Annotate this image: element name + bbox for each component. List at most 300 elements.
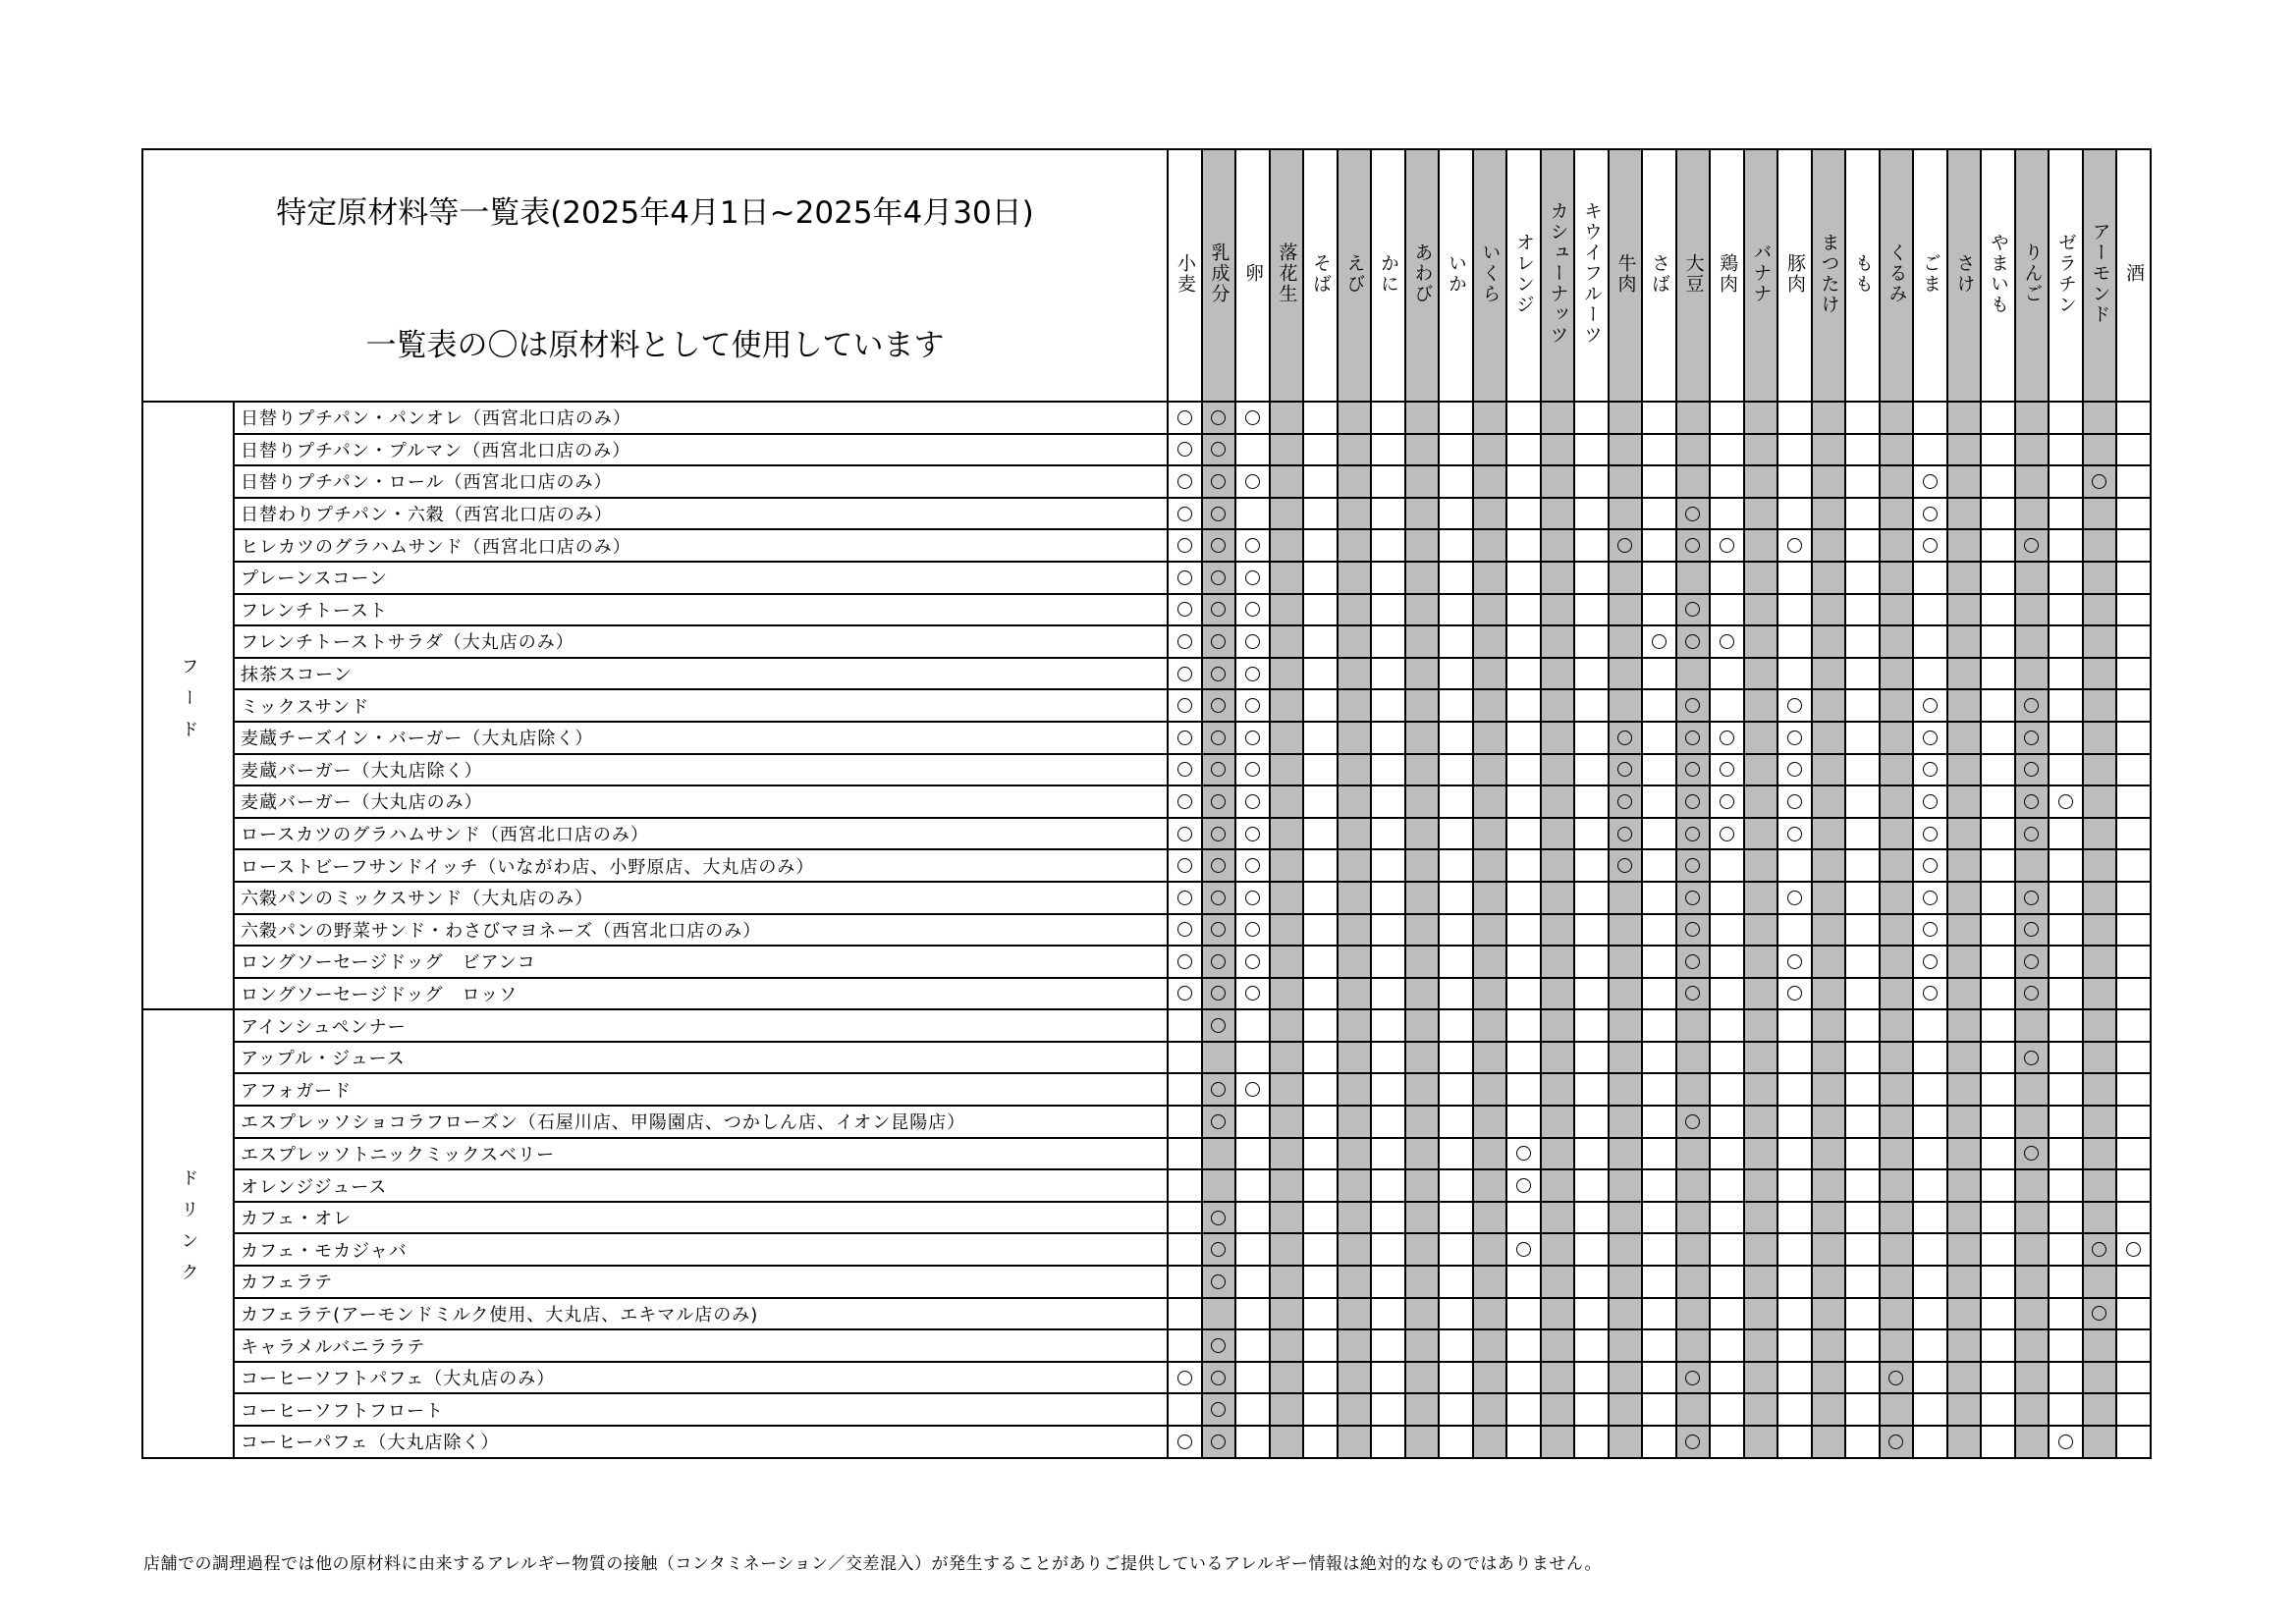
allergen-cell (2015, 818, 2050, 850)
allergen-cell (1845, 1426, 1880, 1458)
circle-mark-icon (2058, 1435, 2073, 1449)
allergen-cell (1845, 529, 1880, 562)
circle-mark-icon (1685, 634, 1700, 649)
allergen-cell (1439, 402, 1473, 434)
allergen-cell (1574, 722, 1609, 754)
allergen-cell (1574, 1106, 1609, 1138)
allergen-cell (1202, 1362, 1236, 1394)
allergen-cell (1812, 689, 1846, 722)
group-label: フード (178, 656, 199, 751)
allergen-cell (1574, 1233, 1609, 1266)
allergen-cell (1270, 914, 1304, 947)
allergen-cell (1845, 625, 1880, 658)
circle-mark-icon (1787, 762, 1802, 777)
allergen-header (1710, 149, 1744, 402)
allergen-cell (1845, 1298, 1880, 1330)
allergen-cell (1947, 1426, 1982, 1458)
allergen-cell (2015, 1169, 2050, 1202)
circle-mark-icon (1245, 667, 1260, 681)
allergen-cell (1777, 914, 1812, 947)
allergen-cell (1235, 849, 1270, 882)
circle-mark-icon (1177, 538, 1192, 553)
allergen-cell (1270, 754, 1304, 786)
allergen-header (1642, 149, 1676, 402)
allergen-header (1506, 149, 1541, 402)
allergen-cell (1845, 1202, 1880, 1234)
allergen-cell (1812, 562, 1846, 594)
allergen-cell (1506, 658, 1541, 690)
allergen-cell (1270, 818, 1304, 850)
allergen-cell (1439, 1329, 1473, 1362)
allergen-cell (1338, 1009, 1372, 1042)
allergen-cell (1473, 882, 1507, 914)
allergen-cell (1303, 529, 1338, 562)
allergen-cell (1574, 402, 1609, 434)
allergen-cell (1506, 689, 1541, 722)
circle-mark-icon (1685, 1114, 1700, 1129)
allergen-cell (1303, 1169, 1338, 1202)
allergen-cell (1777, 1009, 1812, 1042)
allergen-cell (1812, 594, 1846, 626)
allergen-cell (2083, 1169, 2117, 1202)
circle-mark-icon (1923, 954, 1938, 969)
allergen-cell (1710, 1329, 1744, 1362)
allergen-cell (1609, 818, 1643, 850)
allergen-cell (1777, 1042, 1812, 1074)
allergen-cell (1744, 498, 1778, 530)
allergen-cell (1913, 1009, 1947, 1042)
allergen-cell (1405, 689, 1440, 722)
table-row (142, 849, 2151, 882)
allergen-cell (2049, 1042, 2083, 1074)
allergen-cell (1845, 882, 1880, 914)
allergen-cell (1880, 402, 1914, 434)
allergen-cell (1913, 1202, 1947, 1234)
allergen-cell (1710, 402, 1744, 434)
item-name: コーヒーソフトフロート (234, 1393, 1168, 1426)
allergen-cell (1880, 689, 1914, 722)
allergen-cell (1981, 1426, 2015, 1458)
allergen-cell (1303, 465, 1338, 498)
allergen-cell (1609, 625, 1643, 658)
allergen-cell (1812, 1009, 1846, 1042)
allergen-label: りんご (2021, 243, 2044, 304)
circle-mark-icon (1211, 1435, 1226, 1449)
allergen-cell (1777, 1393, 1812, 1426)
circle-mark-icon (1245, 891, 1260, 905)
allergen-cell (2083, 1073, 2117, 1106)
allergen-cell (1202, 625, 1236, 658)
allergen-cell (1371, 1329, 1405, 1362)
allergen-cell (1270, 1138, 1304, 1170)
allergen-cell (1235, 498, 1270, 530)
allergen-cell (1744, 1329, 1778, 1362)
allergen-cell (2049, 1426, 2083, 1458)
allergen-cell (1981, 1266, 2015, 1298)
allergen-cell (1744, 1169, 1778, 1202)
circle-mark-icon (1617, 538, 1632, 553)
allergen-cell (1235, 818, 1270, 850)
allergen-cell (1710, 1233, 1744, 1266)
allergen-cell (2015, 882, 2050, 914)
allergen-header (1744, 149, 1778, 402)
allergen-label: 鶏肉 (1717, 252, 1738, 295)
allergen-cell (1880, 658, 1914, 690)
allergen-cell (1202, 562, 1236, 594)
allergen-cell (1845, 754, 1880, 786)
circle-mark-icon (1177, 667, 1192, 681)
allergen-cell (2049, 594, 2083, 626)
allergen-cell (1947, 978, 1982, 1010)
allergen-cell (1338, 849, 1372, 882)
allergen-cell (2015, 1042, 2050, 1074)
allergen-cell (1609, 754, 1643, 786)
circle-mark-icon (1177, 602, 1192, 617)
circle-mark-icon (1177, 954, 1192, 969)
allergen-cell (1473, 1266, 1507, 1298)
circle-mark-icon (1245, 954, 1260, 969)
allergen-cell (1676, 818, 1711, 850)
allergen-cell (1913, 1266, 1947, 1298)
allergen-cell (1439, 1138, 1473, 1170)
allergen-cell (1168, 1393, 1202, 1426)
allergen-cell (1777, 849, 1812, 882)
allergen-cell (1473, 402, 1507, 434)
table-row (142, 1266, 2151, 1298)
allergen-cell (2083, 722, 2117, 754)
circle-mark-icon (1685, 507, 1700, 521)
table-row (142, 1202, 2151, 1234)
allergen-cell (1845, 978, 1880, 1010)
allergen-cell (2015, 689, 2050, 722)
allergen-cell (1981, 434, 2015, 466)
item-name: フレンチトースト (234, 594, 1168, 626)
allergen-cell (1777, 529, 1812, 562)
allergen-cell (1913, 722, 1947, 754)
allergen-header (2116, 149, 2151, 402)
circle-mark-icon (1923, 794, 1938, 809)
allergen-cell (1947, 1169, 1982, 1202)
allergen-cell (1913, 562, 1947, 594)
allergen-cell (1506, 625, 1541, 658)
allergen-cell (1303, 978, 1338, 1010)
allergen-cell (1845, 1106, 1880, 1138)
allergen-cell (1541, 849, 1575, 882)
allergen-header (1202, 149, 1236, 402)
allergen-header (1981, 149, 2015, 402)
allergen-cell (1609, 722, 1643, 754)
allergen-cell (2049, 722, 2083, 754)
allergen-cell (2049, 562, 2083, 594)
allergen-cell (2083, 1393, 2117, 1426)
allergen-cell (1710, 785, 1744, 818)
allergen-cell (2049, 1009, 2083, 1042)
allergen-cell (1777, 1106, 1812, 1138)
circle-mark-icon (1888, 1371, 1903, 1385)
allergen-cell (1981, 1329, 2015, 1362)
allergen-cell (1574, 689, 1609, 722)
allergen-cell (2116, 818, 2151, 850)
allergen-cell (1880, 1233, 1914, 1266)
allergen-label: さけ (1953, 252, 1976, 295)
allergen-cell (1710, 818, 1744, 850)
allergen-cell (2015, 465, 2050, 498)
allergen-cell (1812, 1073, 1846, 1106)
allergen-cell (1676, 978, 1711, 1010)
allergen-cell (1642, 1329, 1676, 1362)
allergen-cell (1202, 658, 1236, 690)
allergen-cell (1405, 914, 1440, 947)
allergen-cell (1609, 1298, 1643, 1330)
circle-mark-icon (1245, 922, 1260, 937)
allergen-cell (1541, 946, 1575, 978)
circle-mark-icon (1685, 922, 1700, 937)
circle-mark-icon (1245, 858, 1260, 873)
allergen-cell (1947, 689, 1982, 722)
allergen-cell (1812, 1106, 1846, 1138)
allergen-cell (1303, 849, 1338, 882)
allergen-cell (1473, 785, 1507, 818)
circle-mark-icon (1923, 698, 1938, 713)
circle-mark-icon (1787, 794, 1802, 809)
allergen-cell (1777, 722, 1812, 754)
allergen-cell (1777, 754, 1812, 786)
allergen-cell (1913, 1393, 1947, 1426)
allergen-cell (2083, 849, 2117, 882)
allergen-cell (1235, 1393, 1270, 1426)
allergen-cell (1812, 529, 1846, 562)
allergen-cell (2083, 402, 2117, 434)
allergen-cell (1913, 1233, 1947, 1266)
allergen-cell (2083, 1106, 2117, 1138)
allergen-cell (1609, 1233, 1643, 1266)
allergen-cell (1744, 1362, 1778, 1394)
allergen-cell (1812, 465, 1846, 498)
allergen-cell (1202, 849, 1236, 882)
allergen-cell (1506, 434, 1541, 466)
allergen-cell (1710, 914, 1744, 947)
allergen-cell (1439, 1009, 1473, 1042)
allergen-cell (1710, 1073, 1744, 1106)
table-row (142, 1042, 2151, 1074)
item-name: エスプレッソトニックミックスベリー (234, 1138, 1168, 1170)
allergen-cell (1913, 529, 1947, 562)
allergen-cell (1473, 978, 1507, 1010)
circle-mark-icon (1787, 538, 1802, 553)
allergen-label: かに (1378, 252, 1399, 295)
allergen-cell (1202, 1298, 1236, 1330)
allergen-cell (1744, 402, 1778, 434)
allergen-cell (1845, 1138, 1880, 1170)
item-name: キャラメルバニララテ (234, 1329, 1168, 1362)
allergen-cell (1609, 1106, 1643, 1138)
allergen-cell (2049, 1073, 2083, 1106)
allergen-cell (1473, 849, 1507, 882)
allergen-cell (1981, 562, 2015, 594)
allergen-cell (2116, 914, 2151, 947)
circle-mark-icon (1211, 762, 1226, 777)
allergen-cell (1371, 722, 1405, 754)
allergen-cell (1777, 434, 1812, 466)
allergen-cell (1981, 1138, 2015, 1170)
allergen-table (141, 148, 2152, 1459)
allergen-cell (1710, 1042, 1744, 1074)
allergen-cell (1574, 1042, 1609, 1074)
allergen-cell (1541, 882, 1575, 914)
allergen-cell (1371, 594, 1405, 626)
item-name: コーヒーパフェ（大丸店除く） (234, 1426, 1168, 1458)
allergen-cell (1405, 1169, 1440, 1202)
allergen-cell (1981, 625, 2015, 658)
allergen-cell (1676, 882, 1711, 914)
allergen-cell (1880, 1266, 1914, 1298)
circle-mark-icon (1516, 1146, 1531, 1161)
allergen-cell (1710, 1426, 1744, 1458)
allergen-cell (1845, 1233, 1880, 1266)
item-name: ミックスサンド (234, 689, 1168, 722)
allergen-cell (1506, 402, 1541, 434)
allergen-header (1235, 149, 1270, 402)
allergen-cell (1744, 1138, 1778, 1170)
allergen-cell (1506, 1009, 1541, 1042)
allergen-cell (1845, 658, 1880, 690)
allergen-cell (1168, 914, 1202, 947)
allergen-cell (1777, 882, 1812, 914)
allergen-cell (2015, 722, 2050, 754)
allergen-cell (1981, 754, 2015, 786)
allergen-cell (1168, 1106, 1202, 1138)
allergen-cell (1439, 434, 1473, 466)
allergen-cell (2015, 1393, 2050, 1426)
allergen-cell (1473, 529, 1507, 562)
allergen-cell (1744, 754, 1778, 786)
allergen-cell (1845, 1329, 1880, 1362)
table-row (142, 562, 2151, 594)
circle-mark-icon (1211, 602, 1226, 617)
allergen-cell (1202, 785, 1236, 818)
allergen-cell (1812, 402, 1846, 434)
allergen-cell (1710, 882, 1744, 914)
circle-mark-icon (1177, 698, 1192, 713)
allergen-cell (1202, 1042, 1236, 1074)
item-name: オレンジジュース (234, 1169, 1168, 1202)
allergen-cell (1880, 1042, 1914, 1074)
allergen-cell (1676, 1106, 1711, 1138)
circle-mark-icon (2024, 1051, 2039, 1065)
allergen-cell (2015, 562, 2050, 594)
group-label: ドリンク (178, 1168, 199, 1295)
allergen-cell (1405, 1233, 1440, 1266)
allergen-cell (1235, 594, 1270, 626)
allergen-cell (1845, 914, 1880, 947)
allergen-cell (1642, 1042, 1676, 1074)
allergen-cell (1473, 1202, 1507, 1234)
allergen-cell (1371, 1106, 1405, 1138)
table-row (142, 465, 2151, 498)
allergen-cell (2049, 1298, 2083, 1330)
allergen-header (1473, 149, 1507, 402)
allergen-cell (1506, 785, 1541, 818)
circle-mark-icon (1211, 1082, 1226, 1097)
allergen-cell (1168, 818, 1202, 850)
allergen-cell (1947, 1329, 1982, 1362)
footnote: 店舗での調理過程では他の原材料に由来するアレルギー物質の接触（コンタミネーション／交差混入）が発生することがありご提供しているアレルギー情報は絶対的なものではありません。 (143, 1554, 1602, 1574)
allergen-cell (1270, 594, 1304, 626)
allergen-cell (1338, 1169, 1372, 1202)
allergen-label: いくら (1479, 243, 1502, 304)
allergen-cell (1235, 946, 1270, 978)
allergen-cell (1202, 882, 1236, 914)
circle-mark-icon (1787, 986, 1802, 1001)
allergen-header (1676, 149, 1711, 402)
allergen-cell (1744, 594, 1778, 626)
allergen-cell (1439, 722, 1473, 754)
allergen-cell (1642, 625, 1676, 658)
allergen-cell (1642, 1426, 1676, 1458)
allergen-cell (1777, 1233, 1812, 1266)
allergen-cell (1981, 722, 2015, 754)
allergen-cell (1880, 1329, 1914, 1362)
item-name: 日替りプチパン・プルマン（西宮北口店のみ） (234, 434, 1168, 466)
allergen-cell (1473, 818, 1507, 850)
circle-mark-icon (1177, 762, 1192, 777)
allergen-header (2083, 149, 2117, 402)
allergen-cell (1473, 562, 1507, 594)
allergen-cell (1303, 594, 1338, 626)
allergen-cell (1981, 1073, 2015, 1106)
allergen-cell (1574, 1362, 1609, 1394)
allergen-cell (1609, 434, 1643, 466)
allergen-label: 大豆 (1682, 252, 1705, 295)
allergen-cell (1371, 1073, 1405, 1106)
allergen-cell (1609, 1138, 1643, 1170)
circle-mark-icon (1177, 410, 1192, 425)
allergen-cell (1405, 1138, 1440, 1170)
allergen-cell (1845, 562, 1880, 594)
allergen-cell (1812, 754, 1846, 786)
allergen-label: アーモンド (2089, 222, 2111, 325)
allergen-cell (1168, 1266, 1202, 1298)
allergen-cell (2049, 1106, 2083, 1138)
allergen-cell (1845, 498, 1880, 530)
allergen-cell (1845, 722, 1880, 754)
allergen-cell (1405, 498, 1440, 530)
allergen-cell (1676, 1362, 1711, 1394)
allergen-cell (1338, 434, 1372, 466)
allergen-cell (1947, 529, 1982, 562)
allergen-cell (1744, 722, 1778, 754)
allergen-cell (1405, 1009, 1440, 1042)
allergen-cell (1744, 1233, 1778, 1266)
circle-mark-icon (1685, 954, 1700, 969)
allergen-cell (2116, 1298, 2151, 1330)
allergen-cell (1777, 658, 1812, 690)
allergen-cell (1913, 946, 1947, 978)
item-name: 日替わりプチパン・六穀（西宮北口店のみ） (234, 498, 1168, 530)
allergen-cell (1880, 594, 1914, 626)
allergen-cell (1812, 882, 1846, 914)
allergen-cell (1371, 1042, 1405, 1074)
allergen-cell (1202, 1233, 1236, 1266)
table-row (142, 689, 2151, 722)
allergen-cell (1202, 1329, 1236, 1362)
allergen-cell (1439, 1393, 1473, 1426)
allergen-cell (1710, 689, 1744, 722)
allergen-cell (2015, 1202, 2050, 1234)
allergen-cell (1642, 946, 1676, 978)
allergen-cell (1371, 498, 1405, 530)
allergen-cell (1371, 1393, 1405, 1426)
